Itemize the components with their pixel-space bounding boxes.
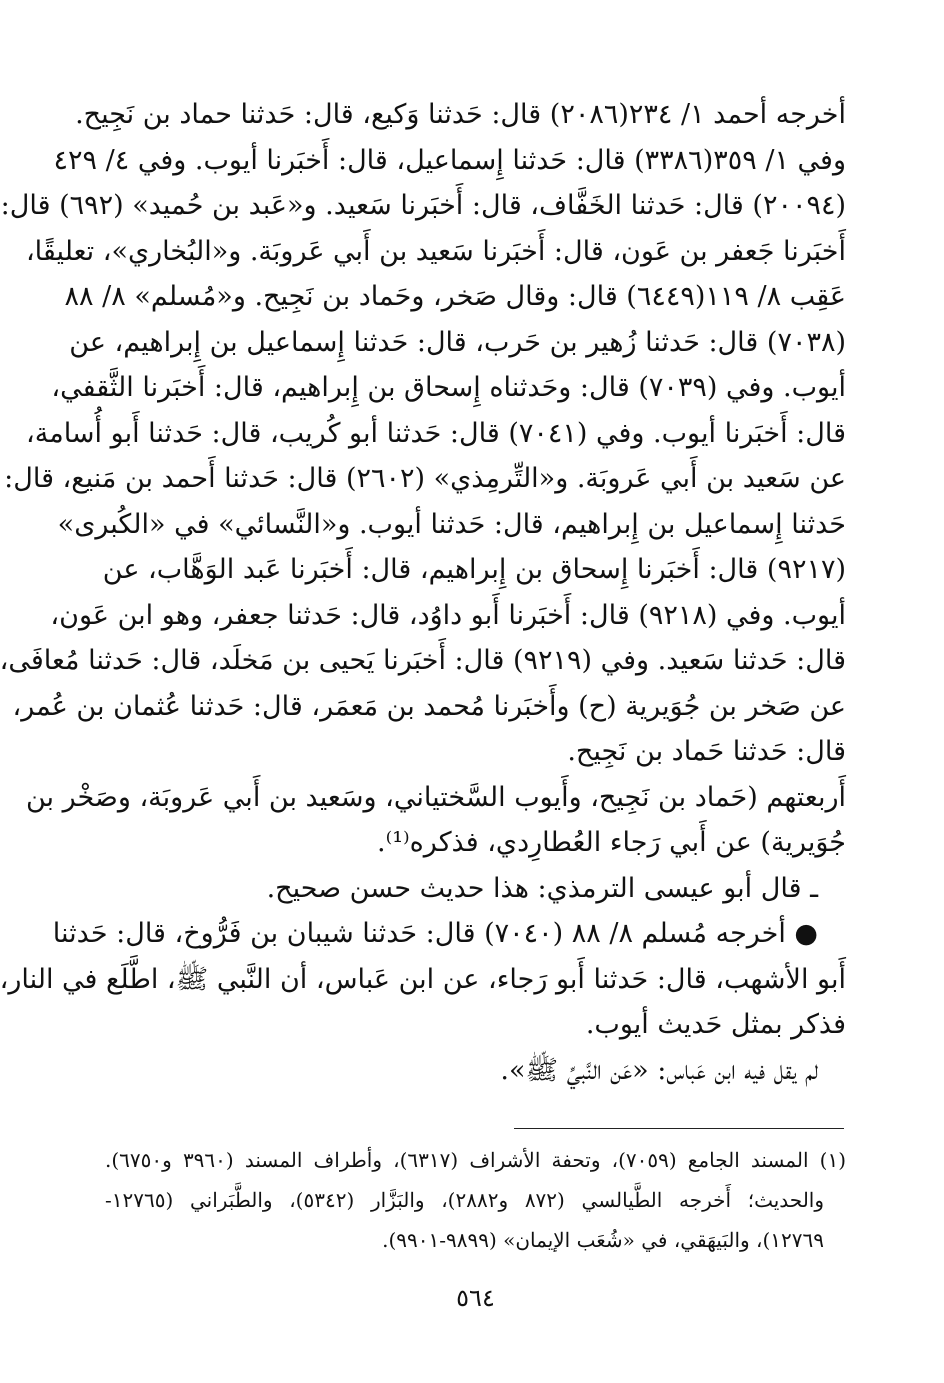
text-line: عن سَعيد بن أَبي عَروبَة. و«التِّرمِذي» (٢٦٠٢) قال: حَدثنا أَحمد بن مَنيع، قال: xyxy=(4,463,846,494)
text-line: عن صَخر بن جُوَيرية (ح) وأَخبَرنا مُحمد بن مَعمَر، قال: حَدثنا عُثمان بن عُمر، xyxy=(12,690,846,722)
text-line: أخرجه أحمد ١/ ٢٣٤(٢٠٨٦) قال: حَدثنا وَكيع، قال: حَدثنا حماد بن نَجِيح. xyxy=(75,99,846,130)
text-line: ـ قال أبو عيسى الترمذي: هذا حديث حسن صحيح. xyxy=(266,872,818,904)
footnote-line: والحديث؛ أَخرجه الطَّيالسي (٨٧٢ و٢٨٨٢)، والبَزَّار (٥٣٤٢)، والطَّبَراني (١٢٧٦٥- xyxy=(105,1188,825,1212)
text-line: فذكر بمثل حَديث أيوب. xyxy=(585,1009,846,1040)
main-text xyxy=(0,92,846,1093)
text-line: أَبو الأشهب، قال: حَدثنا أَبو رَجاء، عن ابن عَباس، أن النَّبي ﷺ، اطَّلَع في النار، xyxy=(0,963,846,995)
text-line: قال: حَدثنا سَعيد. وفي (٩٢١٩) قال: أَخبَرنا يَحيى بن مَخلَد، قال: حَدثنا مُعافَى، xyxy=(0,645,846,676)
text-line: (٧٠٣٨) قال: حَدثنا زُهير بن حَرب، قال: حَدثنا إِسماعيل بن إِبراهيم، عن xyxy=(69,326,846,358)
text-line: حَدثنا إِسماعيل بن إِبراهيم، قال: حَدثنا أيوب. و«النَّسائي» في «الكُبرى» xyxy=(57,508,846,540)
text-line: أَخبَرنا جَعفر بن عَون، قال: أَخبَرنا سَعيد بن أَبي عَروبَة. و«البُخاري»، تعليقًا، xyxy=(25,235,846,267)
text-line: جُوَيرية) عن أَبي رَجاء العُطارِدي، فذكره⁽¹⁾. xyxy=(376,827,846,858)
footnote-line: ١٢٧٦٩)، والبَيهَقي، في «شُعَب الإيمان» (٩٨٩٩-٩٩٠١). xyxy=(382,1228,824,1252)
text-line: ● أخرجه مُسلم ٨/ ٨٨ (٧٠٤٠) قال: حَدثنا شيبان بن فَرُّوخ، قال: حَدثنا xyxy=(52,918,818,949)
text-line: (٢٠٠٩٤) قال: حَدثنا الخَفَّاف، قال: أَخبَرنا سَعيد. و«عَبد بن حُميد» (٦٩٢) قال: xyxy=(0,190,846,221)
text-line: قال: حَدثنا حَماد بن نَجِيح. xyxy=(567,736,846,767)
footnote-divider xyxy=(514,1128,844,1129)
text-line: قال: أَخبَرنا أيوب. وفي (٧٠٤١) قال: حَدثنا أبو كُريب، قال: حَدثنا أَبو أُسامة، xyxy=(26,417,846,449)
footnote-line: (١) المسند الجامع (٧٠٥٩)، وتحفة الأشراف (٦٣١٧)، وأطراف المسند (٣٩٦٠ و٦٧٥٠). xyxy=(105,1148,847,1172)
text-line: (٩٢١٧) قال: أَخبَرنا إِسحاق بن إِبراهيم، قال: أَخبَرنا عَبد الوَهَّاب، عن xyxy=(102,554,846,585)
text-line: أيوب. وفي (٧٠٣٩) قال: وحَدثناه إِسحاق بن إِبراهيم، قال: أَخبَرنا الثَّقفي، xyxy=(51,372,846,403)
footnotes xyxy=(105,1140,846,1260)
text-line: وفي ١/ ٣٥٩(٣٣٨٦) قال: حَدثنا إِسماعيل، قال: أَخبَرنا أيوب. وفي ٤/ ٤٢٩ xyxy=(53,144,846,176)
text-line: أيوب. وفي (٩٢١٨) قال: أَخبَرنا أَبو داوُد، قال: حَدثنا جعفر، وهو ابن عَون، xyxy=(50,599,846,631)
text-line: عَقِب ٨/ ١١٩(٦٤٤٩) قال: وقال صَخر، وحَماد بن نَجِيح. و«مُسلم» ٨/ ٨٨ xyxy=(64,281,846,312)
text-line: لم يقل فيه ابن عَباس: «عَن النَّبيِّ ﷺ». xyxy=(500,1054,818,1086)
text-line: أَربعتهم (حَماد بن نَجِيح، وأَيوب السَّختياني، وسَعيد بن أَبي عَروبَة، وصَخْر بن xyxy=(25,781,846,813)
page-number: ٥٦٤ xyxy=(456,1284,495,1312)
